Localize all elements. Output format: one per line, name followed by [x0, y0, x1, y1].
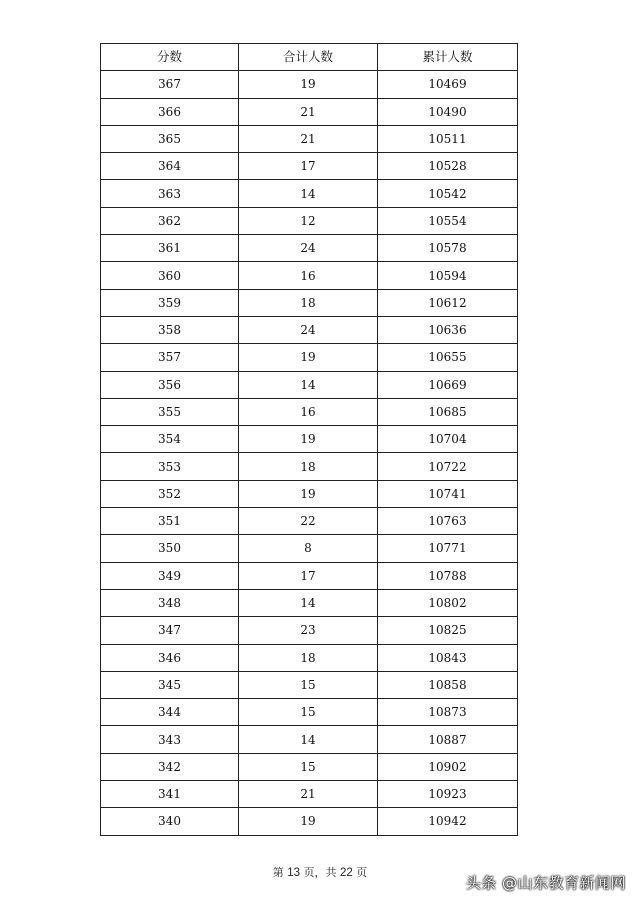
table-row	[101, 726, 518, 753]
cell-cumulative: 10655	[378, 344, 518, 371]
cell-score: 362	[101, 207, 239, 234]
cell-score: 361	[101, 235, 239, 262]
footer-suffix: 页	[352, 866, 368, 879]
cell-cumulative: 10469	[378, 71, 518, 98]
table-row	[101, 153, 518, 180]
table-row	[101, 781, 518, 808]
footer-prefix: 第	[272, 866, 288, 879]
table-row	[101, 508, 518, 535]
cell-score: 342	[101, 753, 239, 780]
table-row	[101, 180, 518, 207]
table-row	[101, 426, 518, 453]
cell-count: 24	[239, 235, 378, 262]
table-row	[101, 398, 518, 425]
cell-score: 350	[101, 535, 239, 562]
cell-count: 21	[239, 98, 378, 125]
cell-count: 19	[239, 344, 378, 371]
table-row	[101, 480, 518, 507]
table-row	[101, 808, 518, 835]
cell-count: 19	[239, 71, 378, 98]
cell-cumulative: 10722	[378, 453, 518, 480]
table-body	[101, 71, 518, 835]
cell-cumulative: 10771	[378, 535, 518, 562]
cell-score: 354	[101, 426, 239, 453]
table-row	[101, 617, 518, 644]
cell-cumulative: 10887	[378, 726, 518, 753]
cell-cumulative: 10802	[378, 589, 518, 616]
table-row	[101, 453, 518, 480]
cell-score: 351	[101, 508, 239, 535]
cell-count: 16	[239, 398, 378, 425]
cell-cumulative: 10511	[378, 125, 518, 152]
cell-count: 12	[239, 207, 378, 234]
cell-score: 345	[101, 671, 239, 698]
cell-cumulative: 10763	[378, 508, 518, 535]
cell-score: 340	[101, 808, 239, 835]
cell-count: 15	[239, 671, 378, 698]
cell-count: 14	[239, 589, 378, 616]
table-row	[101, 699, 518, 726]
cell-score: 355	[101, 398, 239, 425]
cell-score: 365	[101, 125, 239, 152]
table-header-row	[101, 44, 518, 71]
footer-total-pages: 22	[340, 867, 353, 879]
table-row	[101, 562, 518, 589]
footer-middle: 页，共	[300, 866, 340, 879]
cell-score: 346	[101, 644, 239, 671]
cell-cumulative: 10858	[378, 671, 518, 698]
cell-cumulative: 10873	[378, 699, 518, 726]
cell-score: 366	[101, 98, 239, 125]
watermark-text: 头条 @山东教育新闻网	[465, 874, 626, 892]
header-score: 分数	[101, 44, 239, 71]
table-row	[101, 589, 518, 616]
cell-cumulative: 10578	[378, 235, 518, 262]
cell-score: 353	[101, 453, 239, 480]
table-row	[101, 98, 518, 125]
cell-count: 14	[239, 371, 378, 398]
table-row	[101, 235, 518, 262]
cell-count: 18	[239, 289, 378, 316]
footer-current-page: 13	[287, 867, 300, 879]
cell-cumulative: 10685	[378, 398, 518, 425]
cell-score: 367	[101, 71, 239, 98]
table-row	[101, 262, 518, 289]
cell-cumulative: 10612	[378, 289, 518, 316]
cell-count: 16	[239, 262, 378, 289]
cell-cumulative: 10704	[378, 426, 518, 453]
cell-score: 364	[101, 153, 239, 180]
cell-score: 363	[101, 180, 239, 207]
table-row	[101, 125, 518, 152]
cell-score: 348	[101, 589, 239, 616]
cell-count: 14	[239, 180, 378, 207]
cell-score: 341	[101, 781, 239, 808]
cell-cumulative: 10554	[378, 207, 518, 234]
cell-score: 356	[101, 371, 239, 398]
cell-score: 343	[101, 726, 239, 753]
table-row	[101, 71, 518, 98]
cell-cumulative: 10942	[378, 808, 518, 835]
cell-cumulative: 10490	[378, 98, 518, 125]
table-row	[101, 207, 518, 234]
cell-count: 19	[239, 808, 378, 835]
cell-count: 22	[239, 508, 378, 535]
cell-cumulative: 10923	[378, 781, 518, 808]
cell-cumulative: 10669	[378, 371, 518, 398]
cell-score: 352	[101, 480, 239, 507]
score-distribution-table	[100, 43, 518, 836]
cell-count: 15	[239, 753, 378, 780]
cell-count: 23	[239, 617, 378, 644]
cell-cumulative: 10902	[378, 753, 518, 780]
table-row	[101, 344, 518, 371]
cell-cumulative: 10825	[378, 617, 518, 644]
table-row	[101, 753, 518, 780]
header-cumulative: 累计人数	[378, 44, 518, 71]
cell-count: 18	[239, 644, 378, 671]
cell-score: 358	[101, 316, 239, 343]
cell-count: 17	[239, 562, 378, 589]
cell-count: 21	[239, 125, 378, 152]
cell-cumulative: 10741	[378, 480, 518, 507]
table-row	[101, 535, 518, 562]
cell-score: 359	[101, 289, 239, 316]
cell-cumulative: 10542	[378, 180, 518, 207]
cell-cumulative: 10788	[378, 562, 518, 589]
table-row	[101, 289, 518, 316]
cell-count: 18	[239, 453, 378, 480]
cell-count: 19	[239, 426, 378, 453]
cell-count: 8	[239, 535, 378, 562]
cell-score: 349	[101, 562, 239, 589]
cell-score: 357	[101, 344, 239, 371]
cell-count: 17	[239, 153, 378, 180]
table-row	[101, 644, 518, 671]
cell-score: 344	[101, 699, 239, 726]
cell-score: 360	[101, 262, 239, 289]
table-row	[101, 371, 518, 398]
header-count: 合计人数	[239, 44, 378, 71]
cell-cumulative: 10636	[378, 316, 518, 343]
cell-count: 14	[239, 726, 378, 753]
cell-count: 24	[239, 316, 378, 343]
cell-cumulative: 10843	[378, 644, 518, 671]
cell-score: 347	[101, 617, 239, 644]
table-row	[101, 316, 518, 343]
cell-cumulative: 10528	[378, 153, 518, 180]
cell-count: 21	[239, 781, 378, 808]
cell-cumulative: 10594	[378, 262, 518, 289]
cell-count: 15	[239, 699, 378, 726]
table-row	[101, 671, 518, 698]
cell-count: 19	[239, 480, 378, 507]
